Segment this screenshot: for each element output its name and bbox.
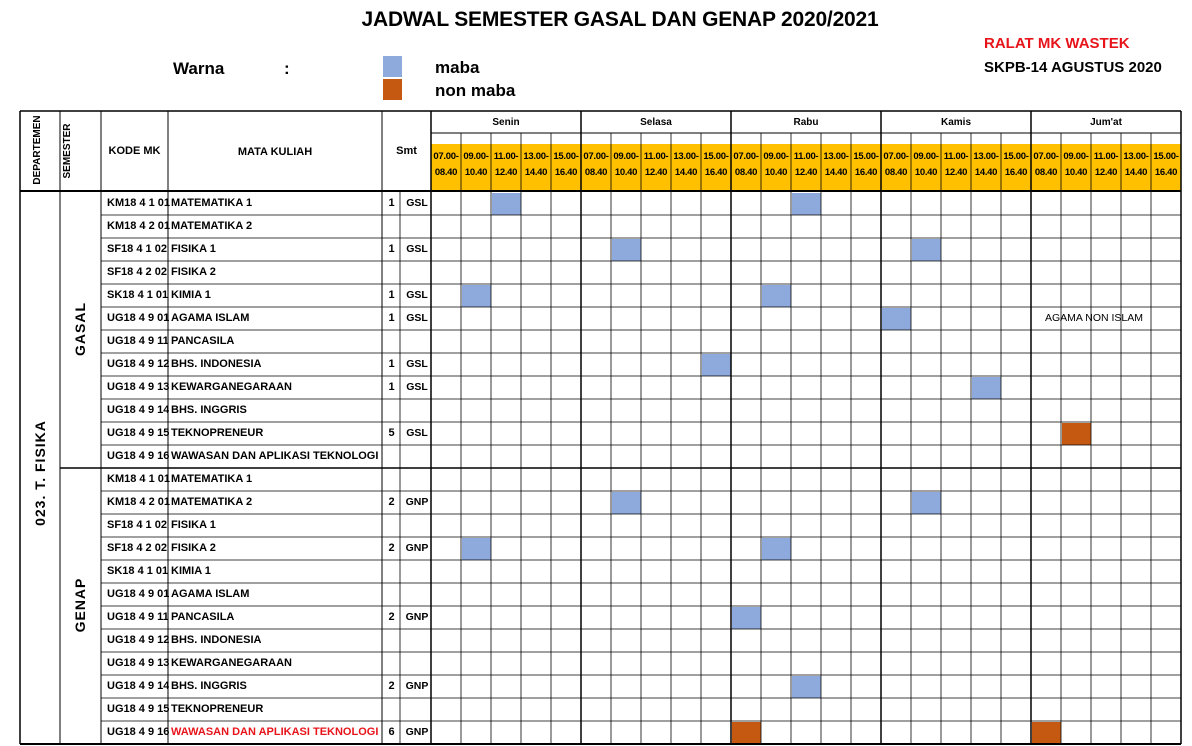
time-slot-header: 09.00- 10.40 bbox=[913, 151, 939, 178]
smt-cell bbox=[383, 215, 400, 238]
time-slot-header: 07.00- 08.40 bbox=[583, 151, 609, 178]
smt-cell bbox=[383, 445, 400, 468]
time-slot-header: 11.00- 12.40 bbox=[793, 151, 819, 178]
schedule-block-maba bbox=[462, 285, 491, 307]
schedule-block-maba bbox=[792, 193, 821, 215]
departemen-label: 023. T. FISIKA bbox=[32, 420, 48, 526]
time-slot-header: 07.00- 08.40 bbox=[733, 151, 759, 178]
mata-kuliah-cell: MATEMATIKA 2 bbox=[171, 220, 253, 232]
kode-mk-cell: UG18 4 9 13 bbox=[107, 657, 170, 669]
time-slot-header: 07.00- 08.40 bbox=[1033, 151, 1059, 178]
semester-code-cell: GSL bbox=[406, 197, 428, 209]
time-slot-header: 15.00- 16.40 bbox=[853, 151, 879, 178]
time-slot-header: 13.00- 14.40 bbox=[823, 151, 849, 178]
semester-code-cell bbox=[403, 583, 431, 606]
schedule-block-maba bbox=[702, 354, 731, 376]
time-slot-header: 11.00- 12.40 bbox=[1093, 151, 1119, 178]
kode-mk-cell: SF18 4 2 02 bbox=[107, 266, 167, 278]
mata-kuliah-cell: MATEMATIKA 1 bbox=[171, 473, 253, 485]
kode-mk-cell: UG18 4 9 01 bbox=[107, 588, 170, 600]
mata-kuliah-cell: PANCASILA bbox=[171, 611, 235, 623]
schedule-block-non-maba bbox=[732, 722, 761, 744]
time-slot-header: 09.00- 10.40 bbox=[613, 151, 639, 178]
kode-mk-cell: UG18 4 9 01 bbox=[107, 312, 170, 324]
schedule-block-non-maba bbox=[1032, 722, 1061, 744]
time-slot-header: 09.00- 10.40 bbox=[1063, 151, 1089, 178]
genap-label: GENAP bbox=[72, 577, 88, 633]
page-title: JADWAL SEMESTER GASAL DAN GENAP 2020/2021 bbox=[361, 8, 879, 31]
kode-mk-cell: UG18 4 9 15 bbox=[107, 703, 170, 715]
schedule-block-maba bbox=[732, 607, 761, 629]
mata-kuliah-cell: BHS. INGGRIS bbox=[171, 404, 247, 416]
semester-code-cell: GNP bbox=[405, 680, 429, 692]
smt-cell bbox=[383, 698, 400, 721]
smt-cell bbox=[383, 399, 400, 422]
smt-cell: 2 bbox=[388, 680, 395, 692]
semester-code-cell: GSL bbox=[406, 358, 428, 370]
semester-code-cell: GSL bbox=[406, 312, 428, 324]
day-header: Selasa bbox=[640, 117, 672, 128]
semester-code-cell: GSL bbox=[406, 427, 428, 439]
semester-code-cell bbox=[403, 652, 431, 675]
semester-code-cell bbox=[403, 399, 431, 422]
legend-swatch-non-maba bbox=[383, 79, 402, 100]
schedule-block-maba bbox=[462, 538, 491, 560]
semester-code-cell: GSL bbox=[406, 381, 428, 393]
time-slot-header: 11.00- 12.40 bbox=[643, 151, 669, 178]
schedule-block-maba bbox=[912, 239, 941, 261]
mata-kuliah-cell: WAWASAN DAN APLIKASI TEKNOLOGI bbox=[171, 450, 379, 462]
semester-code-cell bbox=[403, 445, 431, 468]
time-slot-header: 15.00- 16.40 bbox=[1003, 151, 1029, 178]
mata-kuliah-cell: PANCASILA bbox=[171, 335, 235, 347]
semester-code-cell bbox=[403, 215, 431, 238]
kode-mk-cell: UG18 4 9 15 bbox=[107, 427, 170, 439]
schedule-block-maba bbox=[792, 676, 821, 698]
mata-kuliah-cell: FISIKA 1 bbox=[171, 519, 216, 531]
kode-mk-cell: SF18 4 1 02 bbox=[107, 519, 167, 531]
mata-kuliah-cell: TEKNOPRENEUR bbox=[171, 703, 264, 715]
mata-kuliah-cell: MATEMATIKA 1 bbox=[171, 197, 253, 209]
smt-cell bbox=[383, 560, 400, 583]
smt-cell: 2 bbox=[388, 496, 395, 508]
time-slot-header: 11.00- 12.40 bbox=[493, 151, 519, 178]
time-slot-header: 07.00- 08.40 bbox=[433, 151, 459, 178]
smt-cell: 2 bbox=[388, 611, 395, 623]
smt-cell bbox=[383, 261, 400, 284]
smt-cell bbox=[383, 468, 400, 491]
mata-kuliah-cell: KEWARGANEGARAAN bbox=[171, 657, 292, 669]
header-semester: SEMESTER bbox=[62, 123, 73, 179]
smt-cell: 5 bbox=[388, 427, 395, 439]
semester-code-cell bbox=[403, 698, 431, 721]
kode-mk-cell: KM18 4 2 01 bbox=[107, 220, 170, 232]
kode-mk-cell: KM18 4 1 01 bbox=[107, 197, 170, 209]
day-header: Jum'at bbox=[1090, 117, 1122, 128]
mata-kuliah-cell: MATEMATIKA 2 bbox=[171, 496, 253, 508]
skpb-note: SKPB-14 AGUSTUS 2020 bbox=[984, 59, 1162, 76]
smt-cell: 1 bbox=[388, 197, 395, 209]
kode-mk-cell: SK18 4 1 01 bbox=[107, 565, 169, 577]
schedule-block-maba bbox=[972, 377, 1001, 399]
mata-kuliah-cell: AGAMA ISLAM bbox=[171, 588, 250, 600]
smt-cell: 1 bbox=[388, 289, 395, 301]
schedule-block-maba bbox=[762, 285, 791, 307]
header-kode-mk: KODE MK bbox=[108, 145, 161, 157]
semester-code-cell: GNP bbox=[405, 726, 429, 738]
smt-cell bbox=[383, 629, 400, 652]
kode-mk-cell: KM18 4 1 01 bbox=[107, 473, 170, 485]
legend-label: Warna bbox=[173, 59, 225, 78]
kode-mk-cell: SF18 4 1 02 bbox=[107, 243, 167, 255]
agama-non-islam-note: AGAMA NON ISLAM bbox=[1045, 312, 1144, 324]
kode-mk-cell: UG18 4 9 12 bbox=[107, 634, 170, 646]
kode-mk-cell: UG18 4 9 13 bbox=[107, 381, 170, 393]
time-slot-header: 15.00- 16.40 bbox=[553, 151, 579, 178]
smt-cell: 1 bbox=[388, 243, 395, 255]
mata-kuliah-cell: AGAMA ISLAM bbox=[171, 312, 250, 324]
kode-mk-cell: UG18 4 9 14 bbox=[107, 404, 170, 416]
gasal-label: GASAL bbox=[72, 302, 88, 356]
schedule-block-maba bbox=[492, 193, 521, 215]
time-slot-header: 13.00- 14.40 bbox=[1123, 151, 1149, 178]
mata-kuliah-cell: BHS. INDONESIA bbox=[171, 358, 262, 370]
kode-mk-cell: UG18 4 9 16 bbox=[107, 450, 170, 462]
time-slot-header: 09.00- 10.40 bbox=[463, 151, 489, 178]
semester-code-cell: GNP bbox=[405, 496, 429, 508]
mata-kuliah-cell: BHS. INGGRIS bbox=[171, 680, 247, 692]
semester-code-cell bbox=[403, 560, 431, 583]
mata-kuliah-cell: TEKNOPRENEUR bbox=[171, 427, 264, 439]
header-mata-kuliah: MATA KULIAH bbox=[237, 146, 313, 158]
mata-kuliah-cell: BHS. INDONESIA bbox=[171, 634, 262, 646]
mata-kuliah-cell: FISIKA 1 bbox=[171, 243, 216, 255]
kode-mk-cell: UG18 4 9 11 bbox=[107, 611, 169, 623]
mata-kuliah-cell: KIMIA 1 bbox=[171, 565, 211, 577]
schedule-block-maba bbox=[882, 308, 911, 330]
smt-cell bbox=[383, 583, 400, 606]
header-smt: Smt bbox=[396, 145, 417, 157]
mata-kuliah-cell: KEWARGANEGARAAN bbox=[171, 381, 292, 393]
time-slot-header: 13.00- 14.40 bbox=[973, 151, 999, 178]
schedule-block-non-maba bbox=[1062, 423, 1091, 445]
semester-code-cell bbox=[403, 468, 431, 491]
kode-mk-cell: UG18 4 9 12 bbox=[107, 358, 170, 370]
semester-code-cell: GNP bbox=[405, 542, 429, 554]
day-header: Kamis bbox=[940, 117, 971, 128]
mata-kuliah-cell: KIMIA 1 bbox=[171, 289, 211, 301]
smt-cell: 1 bbox=[388, 312, 395, 324]
legend-text-non-maba: non maba bbox=[435, 81, 516, 100]
time-slot-header: 13.00- 14.40 bbox=[523, 151, 549, 178]
smt-cell: 1 bbox=[388, 358, 395, 370]
time-slot-header: 13.00- 14.40 bbox=[673, 151, 699, 178]
legend-swatch-maba bbox=[383, 56, 402, 77]
time-slot-header: 15.00- 16.40 bbox=[1153, 151, 1179, 178]
semester-code-cell bbox=[403, 514, 431, 537]
smt-cell bbox=[383, 652, 400, 675]
schedule-block-maba bbox=[762, 538, 791, 560]
smt-cell: 2 bbox=[388, 542, 395, 554]
schedule-block-maba bbox=[612, 239, 641, 261]
schedule-block-maba bbox=[912, 492, 941, 514]
time-slot-header: 07.00- 08.40 bbox=[883, 151, 909, 178]
day-header: Rabu bbox=[793, 117, 819, 128]
semester-code-cell: GNP bbox=[405, 611, 429, 623]
ralat-note: RALAT MK WASTEK bbox=[984, 35, 1130, 52]
semester-code-cell bbox=[403, 629, 431, 652]
mata-kuliah-cell: WAWASAN DAN APLIKASI TEKNOLOGI bbox=[171, 726, 379, 738]
header-departemen: DEPARTEMEN bbox=[32, 115, 43, 185]
time-slot-header: 09.00- 10.40 bbox=[763, 151, 789, 178]
day-header: Senin bbox=[492, 117, 520, 128]
semester-code-cell bbox=[403, 261, 431, 284]
smt-cell: 1 bbox=[388, 381, 395, 393]
semester-code-cell: GSL bbox=[406, 289, 428, 301]
time-slot-header: 15.00- 16.40 bbox=[703, 151, 729, 178]
mata-kuliah-cell: FISIKA 2 bbox=[171, 266, 216, 278]
semester-code-cell: GSL bbox=[406, 243, 428, 255]
kode-mk-cell: UG18 4 9 16 bbox=[107, 726, 170, 738]
smt-cell bbox=[383, 330, 400, 353]
semester-code-cell bbox=[403, 330, 431, 353]
legend-colon: : bbox=[284, 59, 290, 78]
legend-text-maba: maba bbox=[435, 58, 480, 77]
smt-cell bbox=[383, 514, 400, 537]
kode-mk-cell: KM18 4 2 01 bbox=[107, 496, 170, 508]
kode-mk-cell: UG18 4 9 11 bbox=[107, 335, 169, 347]
schedule-block-maba bbox=[612, 492, 641, 514]
mata-kuliah-cell: FISIKA 2 bbox=[171, 542, 216, 554]
kode-mk-cell: UG18 4 9 14 bbox=[107, 680, 170, 692]
time-slot-header: 11.00- 12.40 bbox=[943, 151, 969, 178]
smt-cell: 6 bbox=[388, 726, 395, 738]
kode-mk-cell: SF18 4 2 02 bbox=[107, 542, 167, 554]
kode-mk-cell: SK18 4 1 01 bbox=[107, 289, 169, 301]
